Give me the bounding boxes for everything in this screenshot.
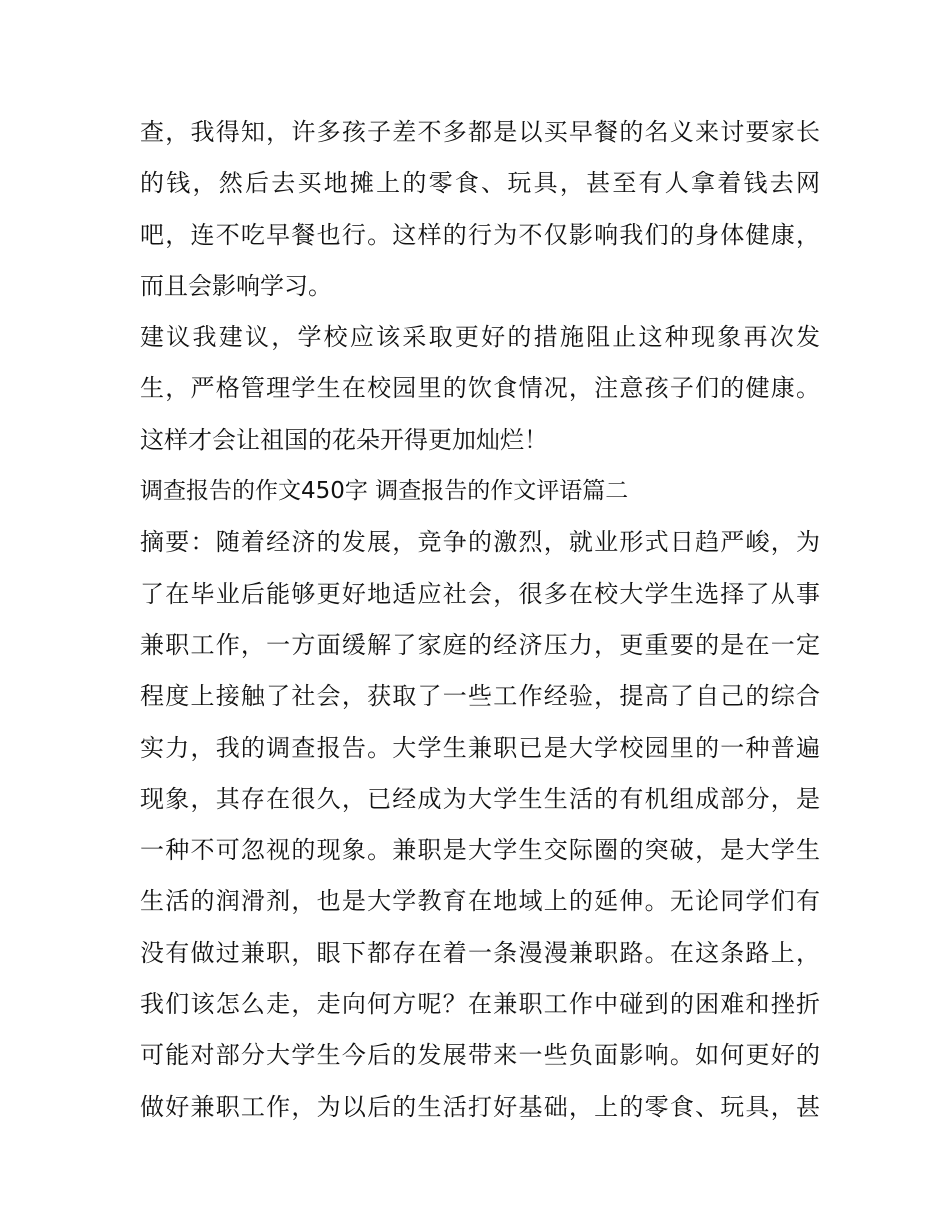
body-text: [140, 107, 820, 1133]
text-line: 程度上接触了社会，获取了一些工作经验，提高了自己的综合: [140, 682, 820, 711]
text-line: 做好兼职工作，为以后的生活打好基础，上的零食、玩具，甚: [140, 1092, 820, 1121]
text-line: 的钱，然后去买地摊上的零食、玩具，甚至有人拿着钱去网: [140, 169, 820, 198]
text-line: 兼职工作，一方面缓解了家庭的经济压力，更重要的是在一定: [140, 630, 820, 659]
text-line: 可能对部分大学生今后的发展带来一些负面影响。如何更好的: [140, 1041, 820, 1070]
text-line: 这样才会让祖国的花朵开得更加灿烂！: [140, 425, 548, 454]
text-line: 而且会影响学习。: [140, 271, 332, 300]
text-line: 我们该怎么走，走向何方呢？在兼职工作中碰到的困难和挫折: [140, 990, 820, 1019]
text-line: 实力，我的调查报告。大学生兼职已是大学校园里的一种普遍: [140, 733, 820, 762]
text-line: 查，我得知，许多孩子差不多都是以买早餐的名义来讨要家长: [140, 118, 820, 146]
text-line: 生活的润滑剂，也是大学教育在地域上的延伸。无论同学们有: [140, 887, 820, 916]
text-line: 现象，其存在很久，已经成为大学生生活的有机组成部分，是: [140, 784, 820, 813]
text-line: 生，严格管理学生在校园里的饮食情况，注意孩子们的健康。: [140, 374, 820, 403]
text-line: 摘要：随着经济的发展，竞争的激烈，就业形式日趋严峻，为: [140, 528, 820, 557]
text-line: 建议我建议，学校应该采取更好的措施阻止这种现象再次发: [140, 323, 820, 352]
text-line: 一种不可忽视的现象。兼职是大学生交际圈的突破，是大学生: [140, 836, 820, 865]
text-line: 了在毕业后能够更好地适应社会，很多在校大学生选择了从事: [140, 579, 820, 608]
text-line: 没有做过兼职，眼下都存在着一条漫漫兼职路。在这条路上，: [140, 938, 820, 967]
section-heading: 调查报告的作文450字 调查报告的作文评语篇二: [140, 478, 629, 505]
text-line: 吧，连不吃早餐也行。这样的行为不仅影响我们的身体健康，: [140, 220, 820, 249]
